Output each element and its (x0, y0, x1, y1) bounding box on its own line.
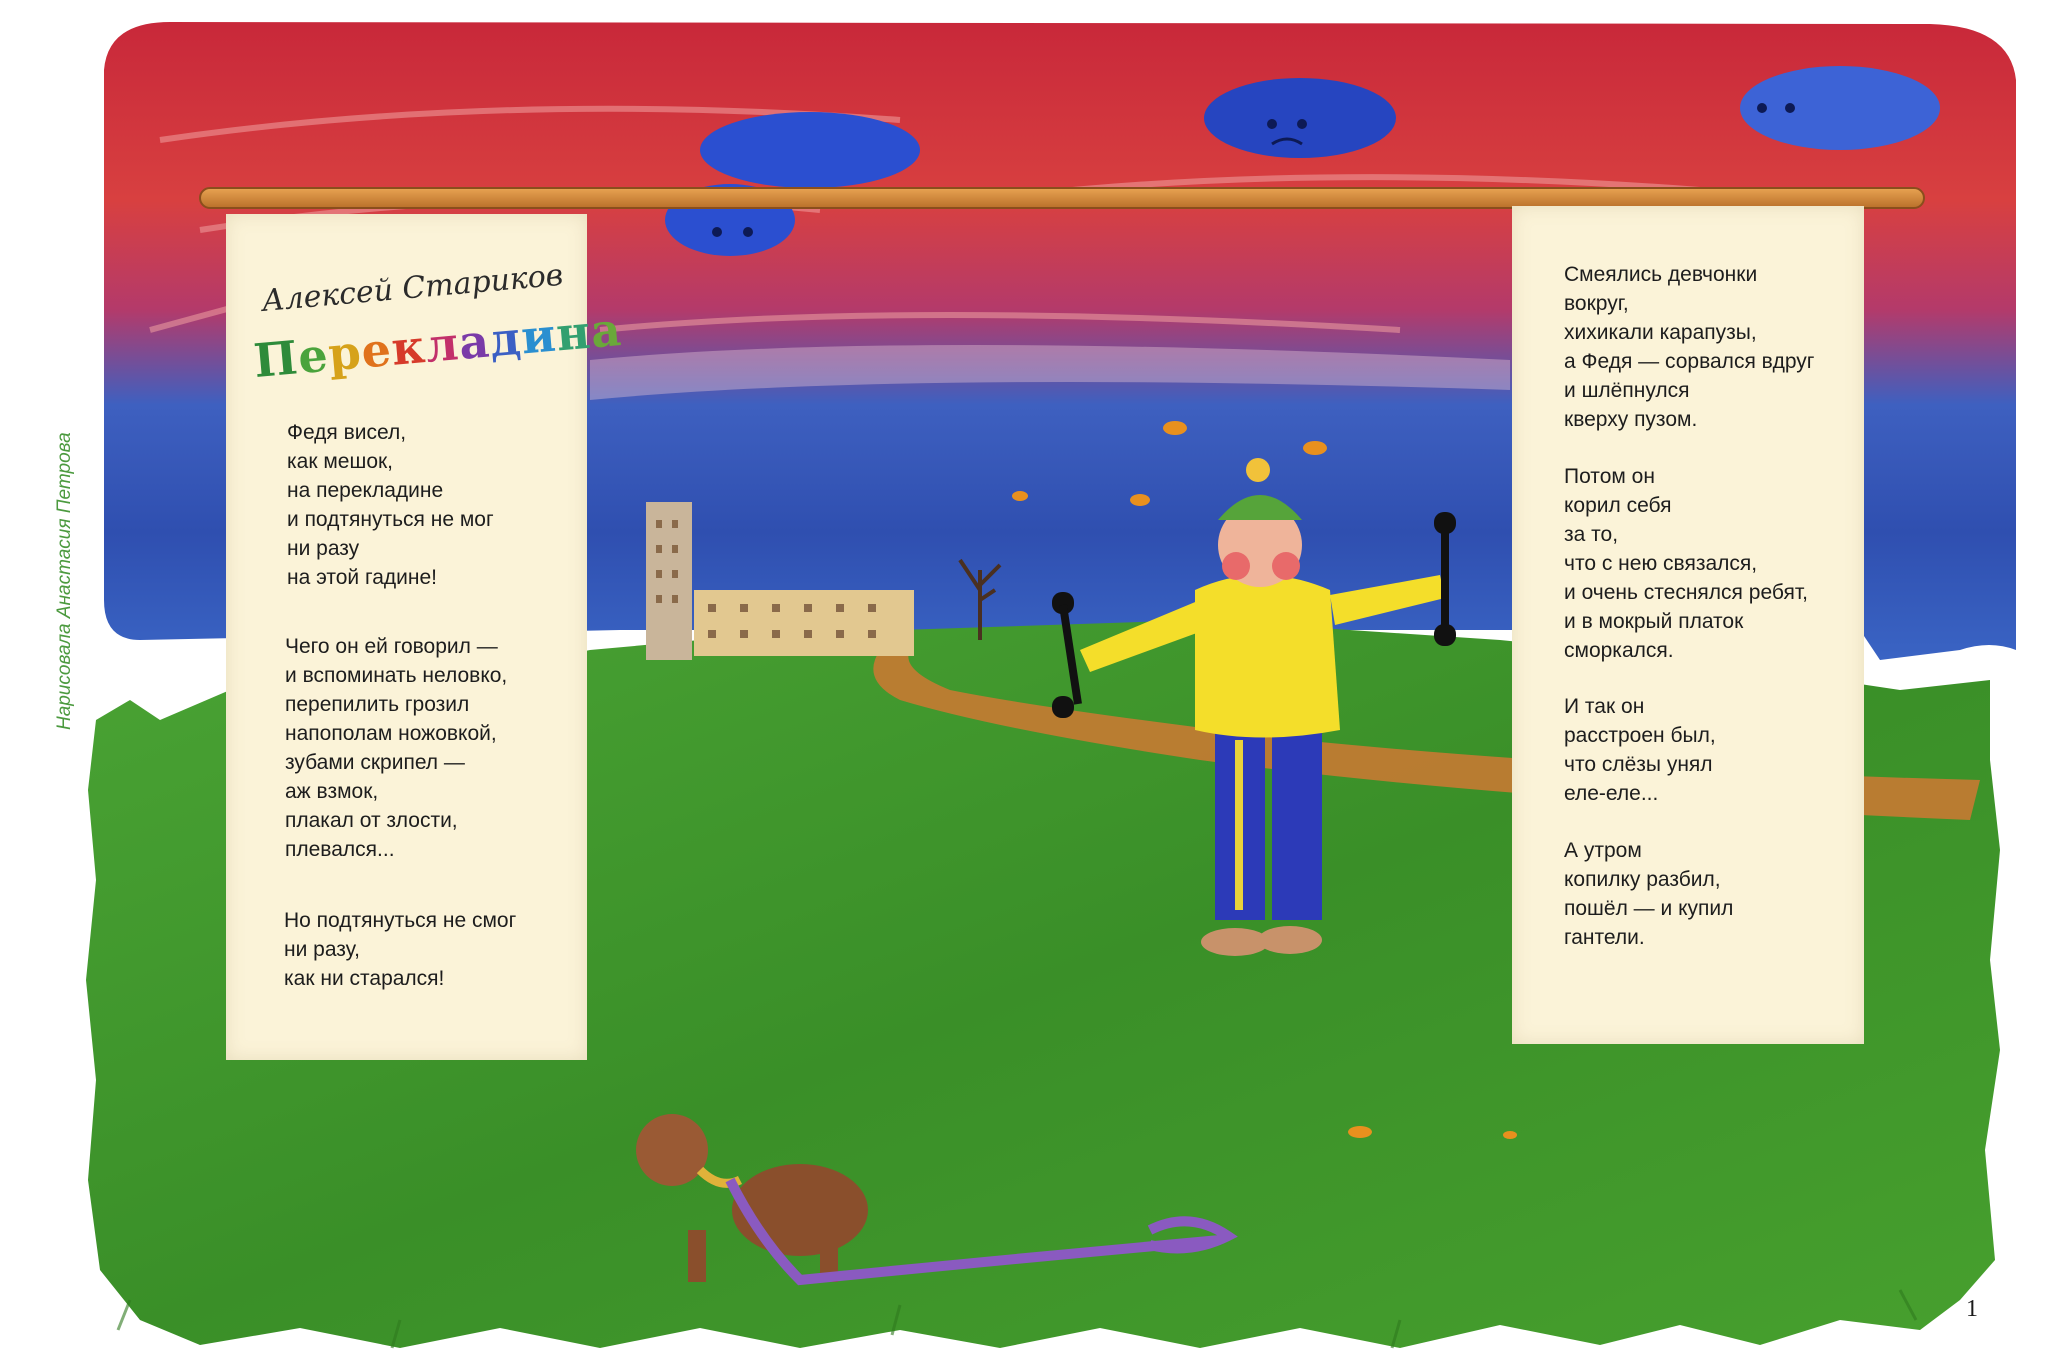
author-name: Алексей Стариков (260, 257, 565, 319)
poem-line: а Федя — сорвался вдруг (1564, 350, 1815, 373)
poem-line: копилку разбил, (1564, 868, 1721, 891)
poem-line: ни разу (287, 537, 360, 560)
poem-line: вокруг, (1564, 292, 1629, 315)
poem-line: напополам ножовкой, (285, 722, 497, 745)
poem-line: перепилить грозил (285, 693, 470, 716)
poem-line: как мешок, (287, 450, 394, 473)
poem-line: плакал от злости, (285, 809, 458, 832)
poem-line: гантели. (1564, 926, 1645, 949)
poem-line: зубами скрипел — (285, 751, 465, 774)
poem-line: расстроен был, (1564, 724, 1716, 747)
poem-line: ни разу, (284, 938, 360, 961)
poem-line: и в мокрый платок (1564, 610, 1744, 633)
poem-line: и шлёпнулся (1564, 379, 1690, 402)
poem-line: Но подтянуться не смог (284, 909, 517, 932)
right-stanza-3 (1564, 692, 1716, 808)
right-stanza-4 (1564, 836, 1733, 952)
poem-line: пошёл — и купил (1564, 897, 1734, 920)
poem-line: и подтянуться не мог (287, 508, 494, 531)
left-stanza-1 (287, 418, 494, 592)
poem-line: плевался... (285, 838, 395, 861)
poem-line: Чего он ей говорил — (285, 635, 498, 658)
poem-line: на перекладине (287, 479, 444, 502)
title-letter: д (487, 310, 524, 368)
poem-line: сморкался. (1564, 639, 1674, 662)
cloud-middle (1204, 78, 1396, 158)
cloud-right (1740, 66, 1940, 150)
poem-line: Смеялись девчонки (1564, 263, 1758, 286)
poem-line: А утром (1564, 839, 1642, 862)
poem-line: кверху пузом. (1564, 408, 1698, 431)
page-number: 1 (1966, 1296, 1978, 1322)
poem-line: и очень стеснялся ребят, (1564, 581, 1808, 604)
poem-line: и вспоминать неловко, (285, 664, 508, 687)
title-letter: л (423, 316, 462, 373)
poem-line: корил себя (1564, 494, 1672, 517)
poem-line: Федя висел, (287, 421, 407, 444)
poem-line: за то, (1564, 523, 1619, 546)
right-stanza-2 (1564, 462, 1808, 665)
poem-line: хихикали карапузы, (1564, 321, 1757, 344)
left-stanza-3 (284, 906, 516, 993)
right-stanza-1 (1564, 260, 1814, 434)
poem-line: еле-еле... (1564, 782, 1659, 805)
poem-line: как ни старался! (284, 967, 445, 990)
title-letter: а (456, 313, 493, 370)
poem-line: И так он (1564, 695, 1645, 718)
poem-line: Потом он (1564, 465, 1655, 488)
left-stanza-2 (285, 632, 507, 864)
illustrator-credit: Нарисовала Анастасия Петрова (54, 432, 75, 730)
title-letter: е (359, 322, 395, 379)
title-letter: к (389, 319, 429, 376)
poem-line: что слёзы унял (1564, 753, 1713, 776)
title-letter: и (518, 307, 559, 365)
title-letter: П (251, 330, 301, 388)
poem-line: что с нею связался, (1564, 552, 1758, 575)
poem-line: аж взмок, (285, 780, 379, 803)
horizontal-bar (200, 188, 1924, 208)
title-letter: р (326, 324, 364, 382)
title-letter: е (295, 327, 331, 385)
title-letter: а (588, 301, 624, 359)
title-letter: н (553, 304, 594, 362)
poem-line: на этой гадине! (287, 566, 437, 589)
